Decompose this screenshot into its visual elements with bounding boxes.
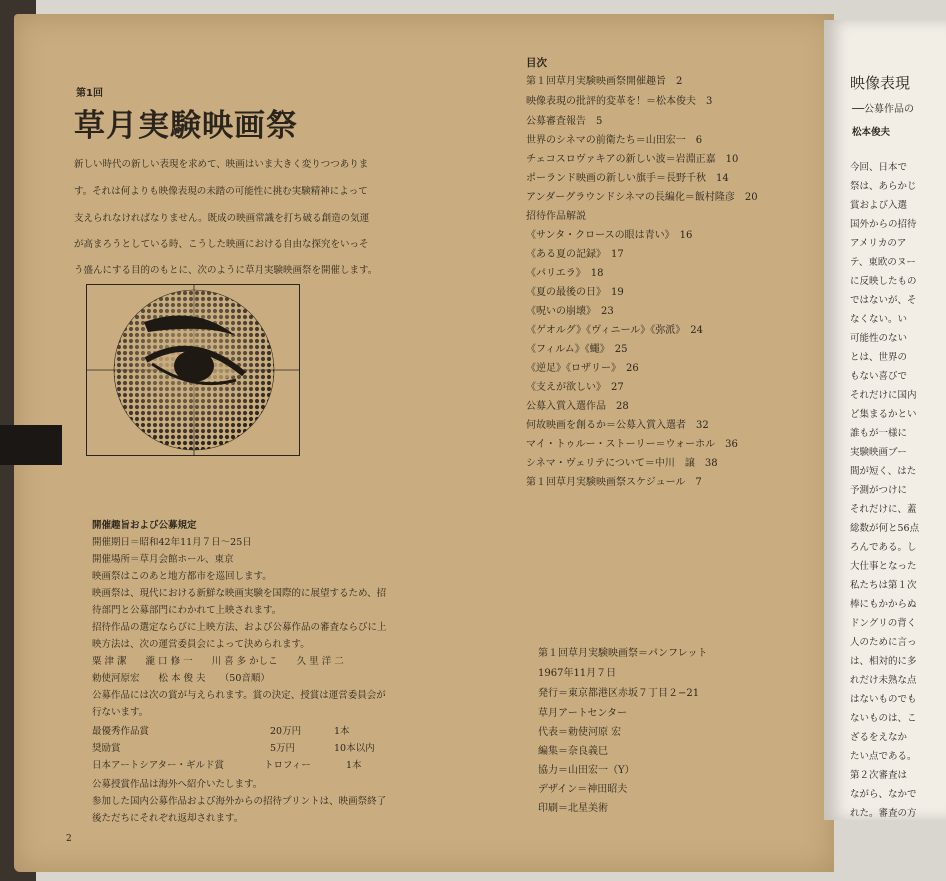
toc-item: ポーランド映画の新しい旗手＝長野千秋 14 [526, 173, 729, 184]
prize-amount: 20万円 [270, 726, 302, 737]
body-line: それだけに国内 [850, 390, 917, 401]
prize-count: 1本 [334, 726, 350, 737]
right-page-title: 映像表現 [850, 74, 911, 92]
body-line: ろんである。し [850, 542, 917, 553]
colophon-line: 1967年11月７日 [538, 668, 617, 679]
toc-item: 公募審査報告 5 [526, 116, 603, 127]
colophon-line: デザイン＝神田昭夫 [538, 784, 628, 795]
toc-item: シネマ・ヴェリテについて＝中川 譲 38 [526, 458, 718, 469]
intro-line: う盛んにする目的のもとに、次のように草月実験映画祭を開催します。 [74, 265, 378, 276]
body-line: 実験映画ブー [850, 447, 907, 458]
body-line: に反映したもの [850, 276, 917, 287]
bookmark-strip [0, 425, 62, 465]
prize-name: 最優秀作品賞 [92, 726, 150, 737]
body-line: アメリカのア [850, 238, 907, 249]
committee-line: 粟 津 潔 瀧 口 修 一 川 喜 多 かしこ 久 里 洋 二 [92, 656, 344, 667]
regulation-line: 映画祭は、現代における新鮮な映画実験を国際的に展望するため、招 [92, 588, 387, 599]
intro-line: す。それは何よりも映像表現の未踏の可能性に挑む実験精神によって [74, 186, 368, 197]
body-line: ではないが、そ [850, 295, 917, 306]
colophon-line: 発行＝東京都港区赤坂７丁目２−21 [538, 688, 700, 699]
prize-amount: トロフィー [264, 760, 311, 771]
body-line: 賞および入選 [850, 200, 908, 211]
halftone-eye-sphere-image [86, 284, 300, 456]
closing-line: 後ただちにそれぞれ返却されます。 [92, 813, 244, 824]
body-line: 可能性のない [850, 333, 908, 344]
body-line: 国外からの招待 [850, 219, 917, 230]
toc-item: 《呪いの崩壊》 23 [526, 306, 614, 317]
body-line: ないものは、こ [850, 713, 917, 724]
body-line: それだけに、蓋 [850, 504, 917, 515]
body-line: 第２次審査は [850, 770, 908, 781]
colophon-line: 編集＝奈良義巳 [538, 746, 608, 757]
toc-item: チェコスロヴァキアの新しい波＝岩淵正嘉 10 [526, 154, 739, 165]
body-line: 祭は、あらかじ [850, 181, 917, 192]
page-number: 2 [66, 834, 72, 844]
colophon-line: 印刷＝北星美術 [538, 803, 608, 814]
regulation-line: 映画祭はこのあと地方都市を巡回します。 [92, 571, 272, 582]
body-line: もない喜びで [850, 371, 908, 382]
body-line: はないものでも [850, 694, 917, 705]
body-line: 総数が何と56点 [850, 523, 920, 534]
right-page-subtitle: ──公募作品の [852, 104, 915, 115]
body-line: テ、東欧のヌー [850, 257, 916, 268]
prize-count: 10本以内 [334, 743, 375, 754]
body-line: は、相対的に多 [850, 656, 917, 667]
regulations-heading: 開催趣旨および公募規定 [92, 520, 197, 531]
body-line: 今回、日本で [850, 162, 908, 173]
toc-item: 《逆足》《ロザリー》 26 [526, 363, 639, 374]
body-line: ドングリの背く [850, 618, 917, 629]
regulation-line: 招待作品の選定ならびに上映方法、および公募作品の審査ならびに上 [92, 622, 387, 633]
prize-count: 1本 [346, 760, 362, 771]
body-line: ざるをえなか [850, 732, 908, 743]
toc-item: 《パリエラ》 18 [526, 268, 604, 279]
toc-heading: 目次 [526, 57, 547, 69]
toc-item: 公募入賞入選作品 28 [526, 401, 629, 412]
committee-line: 勅使河原宏 松 本 俊 夫 （50音順） [92, 673, 270, 684]
prize-name: 奨励賞 [92, 743, 121, 754]
body-line: 誰もが一様に [850, 428, 908, 439]
body-line: ど集まるかとい [850, 409, 917, 420]
toc-item: 第１回草月実験映画祭開催趣旨 2 [526, 76, 683, 87]
body-line: 人のために言っ [850, 637, 917, 648]
regulation-line: 公募作品には次の賞が与えられます。賞の決定、授賞は運営委員会が [92, 690, 386, 701]
body-line: 私たちは第１次 [850, 580, 917, 591]
regulation-line: 行ないます。 [92, 707, 149, 718]
toc-section-label: 招待作品解説 [526, 211, 586, 222]
colophon-line: 草月アートセンター [538, 708, 627, 719]
edition-label: 第1回 [76, 88, 103, 99]
toc-item: 《フィルム》《蠅》 25 [526, 344, 628, 355]
colophon-line: 代表＝勅使河原 宏 [538, 727, 622, 738]
body-line: れた。審査の方 [850, 808, 917, 819]
colophon-line: 第１回草月実験映画祭＝パンフレット [538, 648, 708, 659]
regulation-line: 開催期日＝昭和42年11月７日〜25日 [92, 537, 252, 548]
toc-item: 《サンタ・クロースの眼は青い》 16 [526, 230, 693, 241]
body-line: 間が短く、はた [850, 466, 917, 477]
toc-item: 《支えが欲しい》 27 [526, 382, 624, 393]
closing-line: 参加した国内公募作品および海外からの招待プリントは、映画祭終了 [92, 796, 387, 807]
body-line: 棒にもかからぬ [850, 599, 917, 610]
regulation-line: 開催場所＝草月会館ホール、東京 [92, 554, 234, 565]
toc-item: 映像表現の批評的変革を！＝松本俊夫 3 [526, 96, 713, 107]
body-line: れだけ未熟な点 [850, 675, 917, 686]
intro-line: が高まろうとしている時、こうした映画における自由な探究をいっそ [74, 239, 369, 250]
closing-line: 公募授賞作品は海外へ紹介いたします。 [92, 779, 263, 790]
body-line: たい点である。 [850, 751, 917, 762]
toc-item: 《ある夏の記録》 17 [526, 249, 624, 260]
toc-item: アンダーグラウンドシネマの長編化＝飯村隆彦 20 [526, 192, 758, 203]
colophon-line: 協力＝山田宏一（Y） [538, 765, 635, 776]
right-page-author: 松本俊夫 [852, 127, 891, 138]
body-line: ながら、なかで [850, 789, 917, 800]
toc-item: マイ・トゥルー・ストーリー＝ウォーホル 36 [526, 439, 738, 450]
body-line: なくない。い [850, 314, 908, 325]
toc-item: 何故映画を創るか＝公募入賞入選者 32 [526, 420, 709, 431]
toc-item: 《ゲオルグ》《ヴィニール》《弥派》 24 [526, 325, 704, 336]
prize-amount: 5万円 [270, 743, 296, 754]
intro-line: 新しい時代の新しい表現を求めて、映画はいま大きく変りつつありま [74, 159, 369, 170]
body-line: とは、世界の [850, 352, 908, 363]
toc-item: 《夏の最後の日》 19 [526, 287, 624, 298]
body-line: 予測がつけに [850, 485, 908, 496]
toc-item: 世界のシネマの前衛たち＝山田宏一 6 [526, 135, 703, 146]
toc-item: 第１回草月実験映画祭スケジュール 7 [526, 477, 702, 488]
intro-line: 支えられなければなりません。既成の映画常識を打ち破る創造の気運 [74, 213, 370, 224]
prize-name: 日本アートシアター・ギルド賞 [92, 760, 224, 771]
regulation-line: 待部門と公募部門にわかれて上映されます。 [92, 605, 282, 616]
body-line: 大仕事となった [850, 561, 917, 572]
page-title: 草月実験映画祭 [74, 108, 298, 144]
regulation-line: 映方法は、次の運営委員会によって決められます。 [92, 639, 310, 650]
